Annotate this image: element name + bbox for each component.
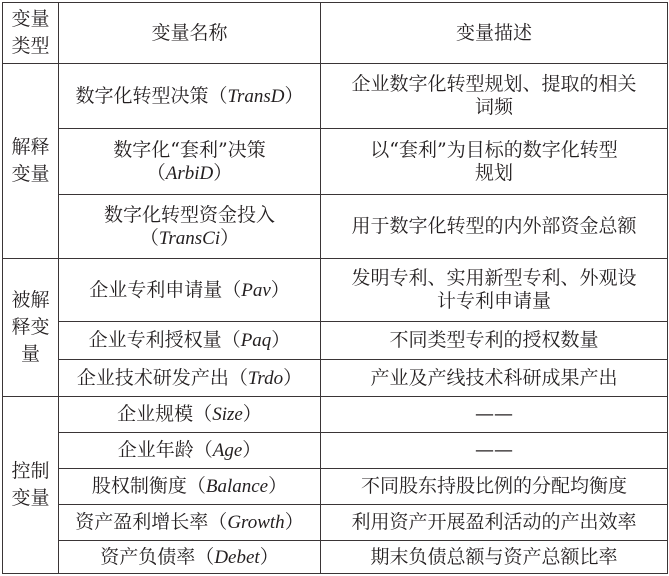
table-row <box>3 433 668 469</box>
variable-description-text: 不同股东持股比例的分配均衡度 <box>360 475 627 497</box>
variable-type-line: 变量 <box>11 163 50 185</box>
variable-name-paren: ） <box>220 226 240 249</box>
variable-name-cell <box>59 129 321 195</box>
variable-type-line: 控制 <box>11 460 50 482</box>
variable-description-text: 词频 <box>474 96 513 118</box>
header-type-line: 变量 <box>11 8 50 30</box>
variable-description-cell <box>321 469 668 505</box>
header-row <box>3 3 668 64</box>
variable-description-text: 企业数字化转型规划、提取的相关 <box>351 73 637 95</box>
variable-name-paren: ） <box>284 511 304 533</box>
variable-description-text: 发明专利、实用新型专利、外观设 <box>351 267 637 289</box>
variable-type-line: 解释 <box>11 136 50 158</box>
variable-abbreviation: ArbiD <box>165 162 214 184</box>
variable-description-text: 不同类型专利的授权数量 <box>389 329 599 351</box>
variable-name-paren: ） <box>259 545 279 568</box>
variable-type-control <box>3 397 59 574</box>
variable-abbreviation: Balance <box>205 476 269 497</box>
variable-definition-table <box>2 2 668 574</box>
variable-abbreviation: Paq <box>240 330 272 351</box>
variable-type-explanatory <box>3 64 59 259</box>
variable-name-cell <box>59 505 321 541</box>
variable-description-text: 期末负债总额与资产总额比率 <box>370 545 618 568</box>
variable-name-text: 企业专利授权量（ <box>88 329 241 351</box>
variable-abbreviation: Age <box>212 440 243 461</box>
variable-description-cell <box>321 505 668 541</box>
variable-description-cell <box>321 64 668 129</box>
variable-type-line: 变量 <box>11 487 50 509</box>
table-body <box>3 64 668 574</box>
variable-name-text: （ <box>146 161 166 184</box>
variable-name-cell <box>59 469 321 505</box>
variable-abbreviation: Growth <box>227 512 285 533</box>
variable-name-paren: ） <box>270 278 290 301</box>
header-variable-description: 变量描述 <box>321 3 668 64</box>
variable-name-text: 企业专利申请量（ <box>89 278 242 301</box>
variable-name-text: 企业年龄（ <box>117 439 213 461</box>
variable-description-cell <box>321 129 668 195</box>
variable-type-line: 被解 <box>11 289 50 311</box>
variable-name-cell <box>59 259 321 322</box>
variable-name-text: 股权制衡度（ <box>91 475 206 497</box>
variable-description-text: 产业及产线技术科研成果产出 <box>370 366 618 389</box>
variable-abbreviation: Size <box>212 404 243 425</box>
variable-name-text: （ <box>139 226 159 249</box>
variable-name-paren: ） <box>213 161 233 184</box>
variable-abbreviation: Pav <box>241 279 271 301</box>
variable-name-cell <box>59 322 321 360</box>
variable-description-text: —— <box>475 403 513 425</box>
variable-name-cell <box>59 397 321 433</box>
variable-abbreviation: Debet <box>214 546 260 568</box>
table-row <box>3 360 668 397</box>
variable-name-text: 资产负债率（ <box>100 545 215 568</box>
variable-name-paren: ） <box>268 475 288 497</box>
variable-description-cell <box>321 259 668 322</box>
variable-description-cell <box>321 322 668 360</box>
variable-name-paren: ） <box>271 329 291 351</box>
variable-name-cell <box>59 195 321 259</box>
table-row <box>3 64 668 129</box>
table-row <box>3 195 668 259</box>
table-row <box>3 469 668 505</box>
variable-description-text: 利用资产开展盈利活动的产出效率 <box>351 511 637 533</box>
variable-type-line: 释变 <box>11 316 50 338</box>
variable-name-text: 数字化转型资金投入 <box>103 203 275 226</box>
variable-name-text: 数字化转型决策（ <box>75 84 228 107</box>
header-variable-type <box>3 3 59 64</box>
variable-description-text: 计专利申请量 <box>436 290 551 312</box>
variable-name-cell <box>59 541 321 574</box>
header-type-line: 类型 <box>11 35 50 57</box>
variable-name-paren: ） <box>284 84 304 107</box>
variable-description-cell <box>321 433 668 469</box>
header-variable-name: 变量名称 <box>59 3 321 64</box>
variable-description-text: 规划 <box>474 161 513 184</box>
variable-abbreviation: TransD <box>227 85 285 107</box>
table-row <box>3 259 668 322</box>
variable-abbreviation: Trdo <box>247 367 284 389</box>
variable-name-paren: ） <box>242 403 262 425</box>
variable-description-cell <box>321 397 668 433</box>
variable-name-cell <box>59 64 321 129</box>
variable-name-text: 企业规模（ <box>117 403 213 425</box>
variable-description-text: 以“套利”为目标的数字化转型 <box>370 138 618 161</box>
variable-name-cell <box>59 360 321 397</box>
variable-name-paren: ） <box>283 366 303 389</box>
variable-description-cell <box>321 360 668 397</box>
variable-type-line: 量 <box>20 343 40 365</box>
variable-name-text: 资产盈利增长率（ <box>75 511 228 533</box>
variable-description-cell <box>321 195 668 259</box>
table-row <box>3 322 668 360</box>
variable-abbreviation: TransCi <box>158 227 221 249</box>
table-row <box>3 129 668 195</box>
table-row <box>3 397 668 433</box>
variable-description-text: 用于数字化转型的内外部资金总额 <box>351 215 637 237</box>
variable-name-cell <box>59 433 321 469</box>
variable-description-cell <box>321 541 668 574</box>
variable-name-text: 企业技术研发产出（ <box>76 366 248 389</box>
variable-name-text: 数字化“套利”决策 <box>113 138 266 161</box>
table-row <box>3 505 668 541</box>
variable-type-explained <box>3 259 59 397</box>
variable-description-text: —— <box>475 439 513 461</box>
table-row <box>3 541 668 574</box>
variable-name-paren: ） <box>242 439 262 461</box>
